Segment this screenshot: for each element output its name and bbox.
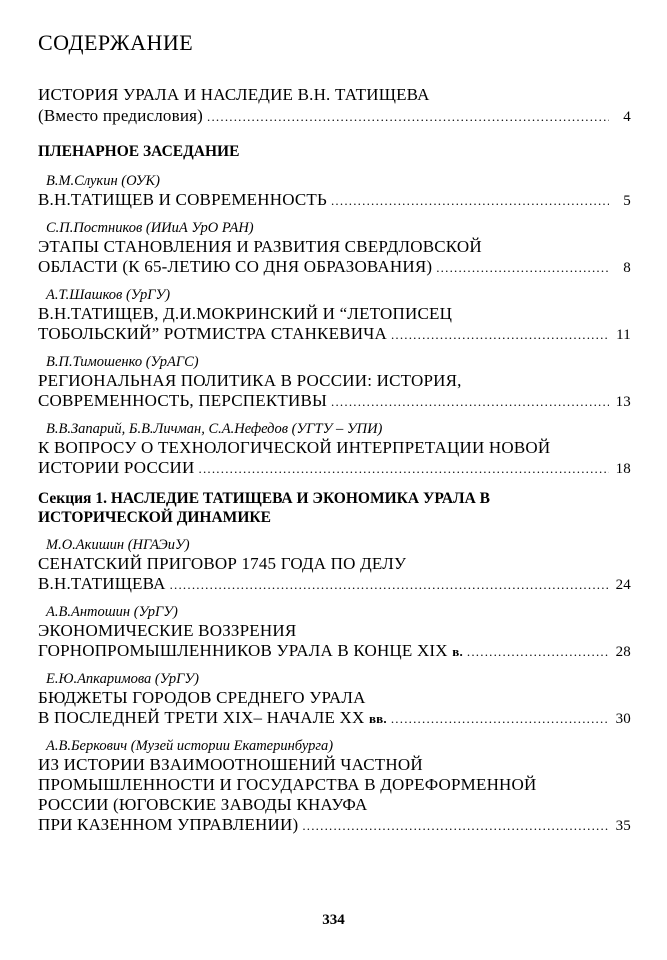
entry-page-number: 11	[616, 327, 631, 343]
entry-title-line	[38, 641, 463, 662]
entry-page-number: 28	[615, 644, 631, 660]
toc-entry-intro	[38, 84, 631, 128]
entry-author: С.П.Постников (ИИиА УрО РАН)	[46, 220, 254, 236]
entry-title-line	[38, 574, 166, 594]
entry-title-text: В ПОСЛЕДНЕЙ ТРЕТИ XIX– НАЧАЛЕ XX	[38, 708, 365, 727]
dot-leader	[302, 816, 609, 836]
toc-entry	[38, 670, 631, 729]
dot-leader	[170, 575, 609, 595]
page-number: 334	[322, 912, 345, 928]
section1-entries	[38, 536, 631, 836]
entry-author: А.В.Беркович (Музей истории Екатеринбурга)	[46, 738, 334, 754]
dot-leader	[331, 191, 609, 211]
entry-author: Е.Ю.Апкаримова (УрГУ)	[46, 671, 200, 687]
entry-title-line: СЕНАТСКИЙ ПРИГОВОР 1745 ГОДА ПО ДЕЛУ	[38, 554, 407, 573]
entry-title-line	[38, 708, 387, 729]
entry-author: А.Т.Шашков (УрГУ)	[46, 287, 171, 303]
entry-title-text: СОВРЕМЕННОСТЬ, ПЕРСПЕКТИВЫ	[38, 391, 328, 410]
entry-author: А.В.Антошин (УрГУ)	[46, 604, 178, 620]
entry-leader-line	[38, 257, 631, 278]
entry-title-line: РЕГИОНАЛЬНАЯ ПОЛИТИКА В РОССИИ: ИСТОРИЯ,	[38, 371, 462, 390]
dot-leader	[331, 392, 609, 412]
toc-entry	[38, 172, 631, 211]
entry-title-line	[38, 190, 327, 210]
toc-entry	[38, 286, 631, 345]
toc-entry	[38, 536, 631, 595]
entry-title-line: РОССИИ (ЮГОВСКИЕ ЗАВОДЫ КНАУФА	[38, 795, 368, 814]
entry-title-line: ИЗ ИСТОРИИ ВЗАИМООТНОШЕНИЙ ЧАСТНОЙ	[38, 755, 423, 774]
entry-title-line: ПРОМЫШЛЕННОСТИ И ГОСУДАРСТВА В ДОРЕФОРМЕННОЙ	[38, 775, 537, 794]
entry-title-line: ЭКОНОМИЧЕСКИЕ ВОЗЗРЕНИЯ	[38, 621, 297, 640]
entry-leader-line	[38, 458, 631, 479]
entry-leader-line	[38, 574, 631, 595]
entry-title-line: БЮДЖЕТЫ ГОРОДОВ СРЕДНЕГО УРАЛА	[38, 688, 366, 707]
section-title-line: ИСТОРИЧЕСКОЙ ДИНАМИКЕ	[38, 509, 271, 526]
dot-leader	[199, 459, 610, 479]
entry-page-number: 35	[615, 818, 631, 834]
entry-title-text: ГОРНОПРОМЫШЛЕННИКОВ УРАЛА В КОНЦЕ XIX	[38, 641, 448, 660]
entry-page-number: 4	[623, 109, 631, 125]
dot-leader	[436, 258, 609, 278]
entry-title-text: ПРИ КАЗЕННОМ УПРАВЛЕНИИ)	[38, 815, 299, 834]
entry-title-line: В.Н.ТАТИЩЕВ, Д.И.МОКРИНСКИЙ И “ЛЕТОПИСЕЦ	[38, 304, 453, 323]
entry-title-text: ИСТОРИИ РОССИИ	[38, 458, 195, 477]
toc-entry	[38, 219, 631, 278]
entry-title-suffix: вв.	[368, 711, 387, 726]
entry-page-number: 24	[615, 577, 631, 593]
entry-title-line: ИСТОРИЯ УРАЛА И НАСЛЕДИЕ В.Н. ТАТИЩЕВА	[38, 85, 430, 104]
section-title-line: Секция 1. НАСЛЕДИЕ ТАТИЩЕВА И ЭКОНОМИКА УРАЛА В	[38, 490, 490, 507]
section-title-section1	[38, 489, 631, 527]
entry-title-line: ЭТАПЫ СТАНОВЛЕНИЯ И РАЗВИТИЯ СВЕРДЛОВСКОЙ	[38, 237, 482, 256]
section-title-plenary: ПЛЕНАРНОЕ ЗАСЕДАНИЕ	[38, 143, 240, 160]
entry-author: В.П.Тимошенко (УрАГС)	[46, 354, 199, 370]
entry-leader-line	[38, 708, 631, 729]
entry-page-number: 5	[623, 193, 631, 209]
entry-title-line	[38, 324, 387, 344]
dot-leader	[207, 106, 609, 127]
entry-leader-line	[38, 815, 631, 836]
entry-title-line	[38, 391, 327, 411]
toc-entry	[38, 353, 631, 412]
entry-page-number: 30	[615, 711, 631, 727]
entry-title-text: ОБЛАСТИ (К 65-ЛЕТИЮ СО ДНЯ ОБРАЗОВАНИЯ)	[38, 257, 433, 276]
entry-author: М.О.Акишин (НГАЭиУ)	[46, 537, 190, 553]
entry-title-text: В.Н.ТАТИЩЕВ И СОВРЕМЕННОСТЬ	[38, 190, 327, 209]
toc-entry	[38, 420, 631, 479]
entry-title-line: К ВОПРОСУ О ТЕХНОЛОГИЧЕСКОЙ ИНТЕРПРЕТАЦИИ НОВОЙ	[38, 438, 551, 457]
dot-leader	[391, 325, 609, 345]
dot-leader	[391, 709, 609, 729]
entry-leader-line	[38, 105, 631, 128]
toc-page	[38, 30, 631, 844]
entry-title-line	[38, 815, 298, 835]
entry-author: В.М.Слукин (ОУК)	[46, 173, 160, 189]
toc-entry	[38, 603, 631, 662]
entry-leader-line	[38, 391, 631, 412]
entry-leader-line	[38, 324, 631, 345]
entry-title-text: В.Н.ТАТИЩЕВА	[38, 574, 166, 593]
dot-leader	[467, 642, 609, 662]
toc-heading: СОДЕРЖАНИЕ	[38, 30, 194, 55]
entry-leader-line	[38, 641, 631, 662]
entry-leader-line	[38, 190, 631, 211]
entry-title-line	[38, 257, 432, 277]
entry-title-text: ТОБОЛЬСКИЙ” РОТМИСТРА СТАНКЕВИЧА	[38, 324, 387, 343]
toc-entry	[38, 737, 631, 836]
entry-author: В.В.Запарий, Б.В.Личман, С.А.Нефедов (УГТУ – УПИ)	[46, 421, 383, 437]
entry-page-number: 13	[615, 394, 631, 410]
plenary-entries	[38, 172, 631, 479]
entry-title-line	[38, 458, 195, 478]
entry-title-line: (Вместо предисловия)	[38, 106, 204, 125]
entry-title-suffix: в.	[452, 644, 463, 659]
entry-page-number: 18	[615, 461, 631, 477]
entry-page-number: 8	[623, 260, 631, 276]
